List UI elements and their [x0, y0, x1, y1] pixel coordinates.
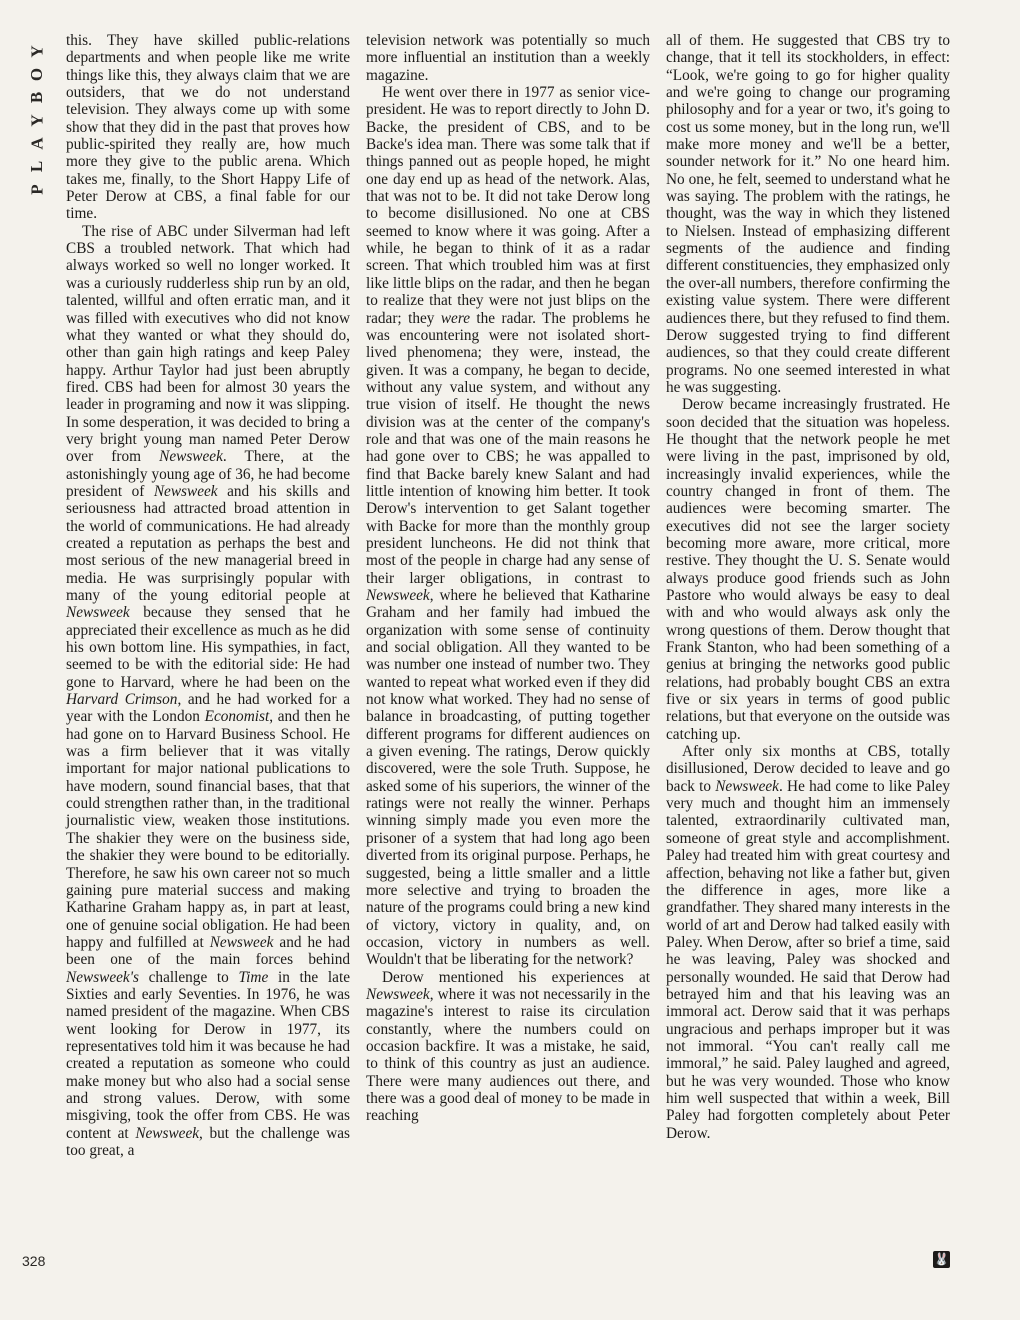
column-3	[666, 32, 950, 1142]
article-paragraph: After only six months at CBS, totally disillusioned, Derow decided to leave and go back to Newsweek. He had come to like Paley very much and thought him an immensely talented, extraordinarily cultivated man, someone of great style and accomplishment. Paley had treated him with great courtesy and affection, behaving not like a father but, given the difference in ages, more like a grandfather. They shared many interests in the world of art and Derow had talked easily with Paley. When Derow, after so brief a time, said he was leaving, Paley was shocked and personally wounded. He said that Derow had betrayed him and that his leaving was an immoral act. Derow said that it was perhaps ungracious and perhaps improper but it was not immoral. “You can't really call me immoral,” he said. Paley laughed and agreed, but he was very wounded. Those who know him well suspected that within a week, Bill Paley had forgotten completely about Peter Derow.	[666, 743, 950, 1142]
running-head-letter: B	[27, 91, 47, 104]
running-head	[24, 40, 50, 201]
bunny-logo-icon: 🐰	[934, 1252, 949, 1266]
running-head-letter: Y	[27, 45, 47, 58]
article-paragraph: Derow became increasingly frustrated. He soon decided that the situation was hopeless. He thought that the network people he met were living in the past, imprisoned by old, increasingly invalid experiences, while the country changed in front of them. The audiences were becoming smarter. The executives did not see the larger society becoming more aware, more critical, more restive. They thought the U. S. Senate would always produce good friends such as John Pastore who would always be easy to deal with and who would always ask only the wrong questions of them. Derow thought that Frank Stanton, who had been something of a genius at bringing the networks good public relations, had probably bought CBS an extra five or six years in terms of good public relations, but that everyone on the outside was catching up.	[666, 396, 950, 743]
column-1	[66, 32, 350, 1159]
article-paragraph: Derow mentioned his experiences at Newsweek, where it was not necessarily in the magazine's interest to raise its circulation constantly, where the numbers could on occasion backfire. It was a mistake, he said, to think of this country as just an audience. There were many audiences out there, and there was a good deal of money to be made in reaching	[366, 968, 650, 1125]
running-head-letter: P	[27, 184, 47, 195]
running-head-letter: Y	[27, 114, 47, 127]
article-paragraph: all of them. He suggested that CBS try to change, that it tell its stockholders, in effect: “Look, we're going to go for higher quality and we're going to change our programing philosophy and for a year or two, it's going to cost us some money, but in the long run, we'll make more money and we'll be a better, sounder network for it.” No one heard him. No one, he felt, seemed to understand what he was saying. The problem with the ratings, he thought, was the way in which they listened to Nielsen. Instead of emphasizing different segments of the audience and finding different constituencies, they emphasized only the over-all numbers, therefore confirming the existing value system. There were different audiences there, but they refused to find them. Derow suggested trying to find different audiences, so that they could create different programs. No one seemed interested in what he was suggesting.	[666, 32, 950, 396]
page-number: 328	[22, 1253, 46, 1269]
running-head-letter: O	[27, 67, 47, 82]
running-head-letter: A	[27, 137, 47, 150]
article-paragraph: The rise of ABC under Silverman had left CBS a troubled network. That which had always worked so well no longer worked. It was a curiously rudderless ship run by an old, talented, willful and often erratic man, and it was filled with executives who did not know what they wanted or what they should do, other than gain high ratings and keep Paley happy. Arthur Taylor had just been abruptly fired. CBS had been for almost 30 years the leader in programing and now it was slipping. In some desperation, it was decided to bring a very bright young man named Peter Derow over from Newsweek. There, at the astonishingly young age of 36, he had become president of Newsweek and his skills and seriousness had attracted broad attention in the world of communications. He had already created a reputation as perhaps the best and most serious of the new managerial breed in media. He was surprisingly popular with many of the young editorial people at Newsweek because they sensed that he appreciated their excellence as much as he did his own bottom line. His sympathies, in fact, seemed to be with the editorial side: He had gone to Harvard, where he had been on the Harvard Crimson, and he had worked for a year with the London Economist, and then he had gone on to Harvard Business School. He was a firm believer that it was vitally important for major national publications to have modern, sound financial bases, that that could strengthen rather than, in the traditional journalistic view, weaken those institutions. The shakier they were on the business side, the shakier they were bound to be editorially. Therefore, he saw his own career not so much gaining pure material success and making Katharine Graham happy as, in part at least, one of genuine social obligation. He had been happy and fulfilled at Newsweek and he had been one of the main forces behind Newsweek's challenge to Time in the late Sixties and early Seventies. In 1976, he was named president of the magazine. When CBS went looking for Derow in 1977, its representatives told him it was because he had created a reputation as someone who could make money but who also had a social sense and strong values. Derow, with some misgiving, took the offer from CBS. He was content at Newsweek, but the challenge was too great, a	[66, 222, 350, 1159]
article-paragraph: He went over there in 1977 as senior vice-president. He was to report directly to John D. Backe, the president of CBS, and to be Backe's idea man. There was some talk that if things panned out as people hoped, he might one day end up as head of the network. Alas, that was not to be. It did not take Derow long to become disillusioned. No one at CBS seemed to know where it was going. After a while, he began to think of it as a radar screen. That which troubled him was at first like little blips on the radar, and then he began to realize that they were not just blips on the radar; they were the radar. The problems he was encountering were not isolated short-lived phenomena; they were, instead, the given. It was a company, he began to decide, without any value system, and without any true vision of itself. He thought the news division was at the center of the company's role and that was one of the main reasons he had gone over to CBS; he was appalled to find that Backe barely knew Salant and had little intention of knowing him better. It took Derow's intervention to get Salant together with Backe for more than the monthly group president luncheons. He did not think that most of the people in charge had any sense of their larger obligations, in contrast to Newsweek, where he believed that Katharine Graham and her family had imbued the organization with some sense of continuity and social obligation. All they wanted to be was number one instead of number two. They wanted to repeat what worked even if they did not know what worked. They had no sense of balance in broadcasting, of putting together different programs for different audiences on a given evening. The ratings, Derow quickly discovered, were the sole Truth. Suppose, he asked some of his superiors, the winner of the ratings were not really the winner. Perhaps winning simply made you even more the prisoner of a system that had long ago been diverted from its original purpose. Perhaps, he suggested, being a little smaller and a little more selective and trying to broaden the nature of the programs could bring a new kind of victory, victory in quality, and, on occasion, victory in numbers as well. Wouldn't that be liberating for the network?	[366, 84, 651, 969]
article-paragraph: this. They have skilled public-relations departments and when people like me write things like this, they always claim that we are outsiders, that we do not understand television. They always come up with some show that they did in the past that proves how public-spirited they really are, how much more they give to the public arena. Which takes me, finally, to the Short Happy Life of Peter Derow at CBS, a final fable for our time.	[66, 32, 350, 223]
article-paragraph: television network was potentially so much more influential an institution than a weekly magazine.	[366, 32, 650, 84]
running-head-letter: L	[27, 160, 47, 173]
column-2	[366, 32, 650, 1125]
